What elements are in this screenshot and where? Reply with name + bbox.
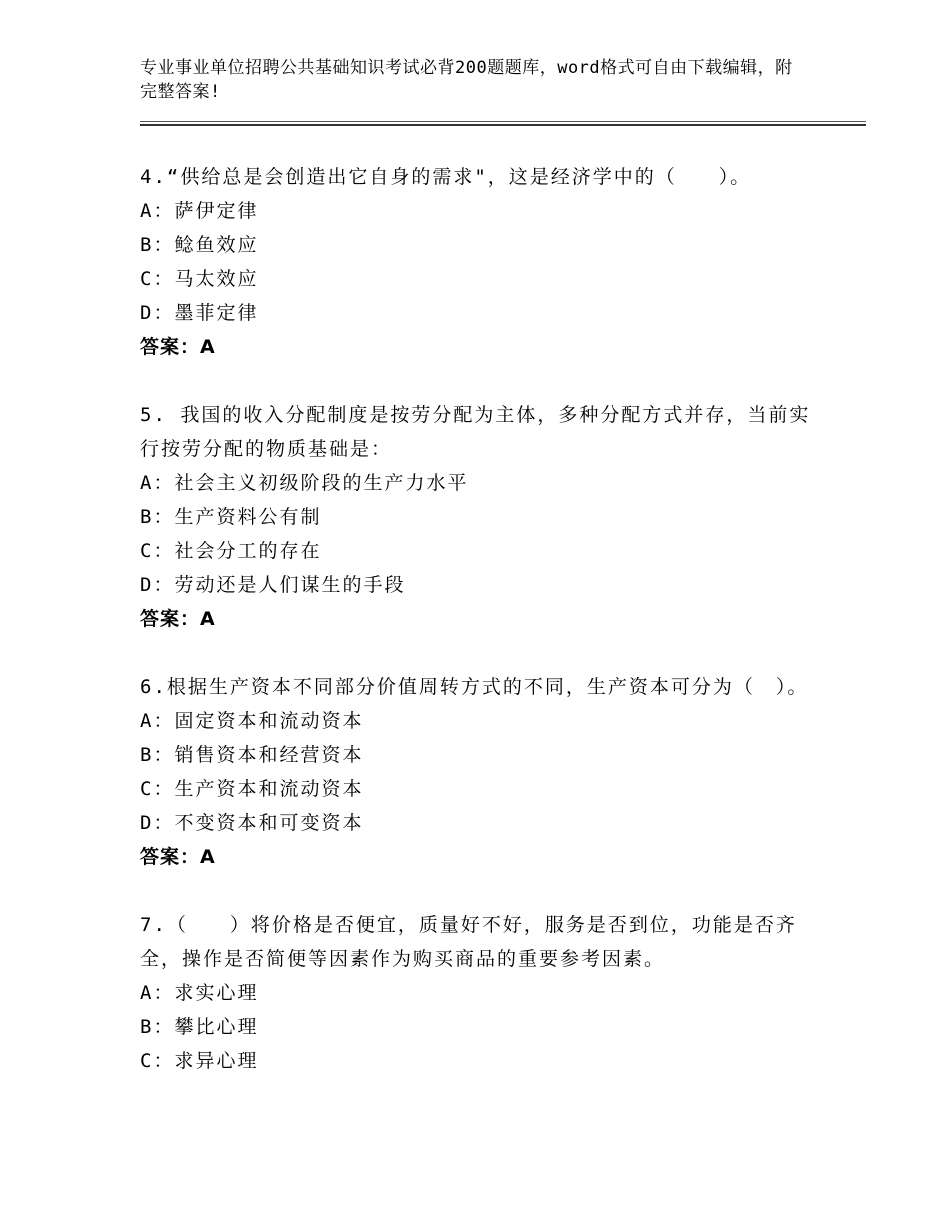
option-d: D：劳动还是人们谋生的手段 (140, 574, 406, 596)
header-divider-thin (140, 121, 866, 122)
question-7 (140, 908, 820, 1078)
answer-label: 答案：A (140, 608, 216, 630)
question-spacer (140, 636, 820, 670)
option-b: B：鲶鱼效应 (140, 234, 259, 256)
option-a: A：固定资本和流动资本 (140, 710, 364, 732)
answer-label: 答案：A (140, 846, 216, 868)
question-spacer (140, 364, 820, 398)
document-header: 专业事业单位招聘公共基础知识考试必背200题题库，word格式可自由下载编辑，附完整答案! (140, 58, 793, 102)
option-d: D：墨菲定律 (140, 302, 259, 324)
option-b: B：攀比心理 (140, 1016, 259, 1038)
question-6 (140, 670, 820, 874)
option-c: C：社会分工的存在 (140, 540, 322, 562)
question-5 (140, 398, 820, 636)
option-c: C：马太效应 (140, 268, 259, 290)
header-divider-thick (140, 124, 866, 126)
question-stem: 6.根据生产资本不同部分价值周转方式的不同，生产资本可分为（ ）。 (140, 676, 809, 698)
question-stem: 4.“供给总是会创造出它自身的需求"，这是经济学中的（ ）。 (140, 166, 752, 188)
question-stem: 7.（ ）将价格是否便宜，质量好不好，服务是否到位，功能是否齐全，操作是否简便等因素作为购买商品的重要参考因素。 (140, 914, 797, 970)
option-b: B：销售资本和经营资本 (140, 744, 364, 766)
option-c: C：求异心理 (140, 1050, 259, 1072)
option-a: A：求实心理 (140, 982, 259, 1004)
option-a: A：萨伊定律 (140, 200, 259, 222)
answer-label: 答案：A (140, 336, 216, 358)
question-spacer (140, 874, 820, 908)
option-c: C：生产资本和流动资本 (140, 778, 364, 800)
option-d: D：不变资本和可变资本 (140, 812, 364, 834)
question-list (140, 160, 820, 1078)
option-a: A：社会主义初级阶段的生产力水平 (140, 472, 469, 494)
option-b: B：生产资料公有制 (140, 506, 322, 528)
question-stem: 5. 我国的收入分配制度是按劳分配为主体，多种分配方式并存，当前实行按劳分配的物质基础是： (140, 404, 811, 460)
question-4 (140, 160, 820, 364)
